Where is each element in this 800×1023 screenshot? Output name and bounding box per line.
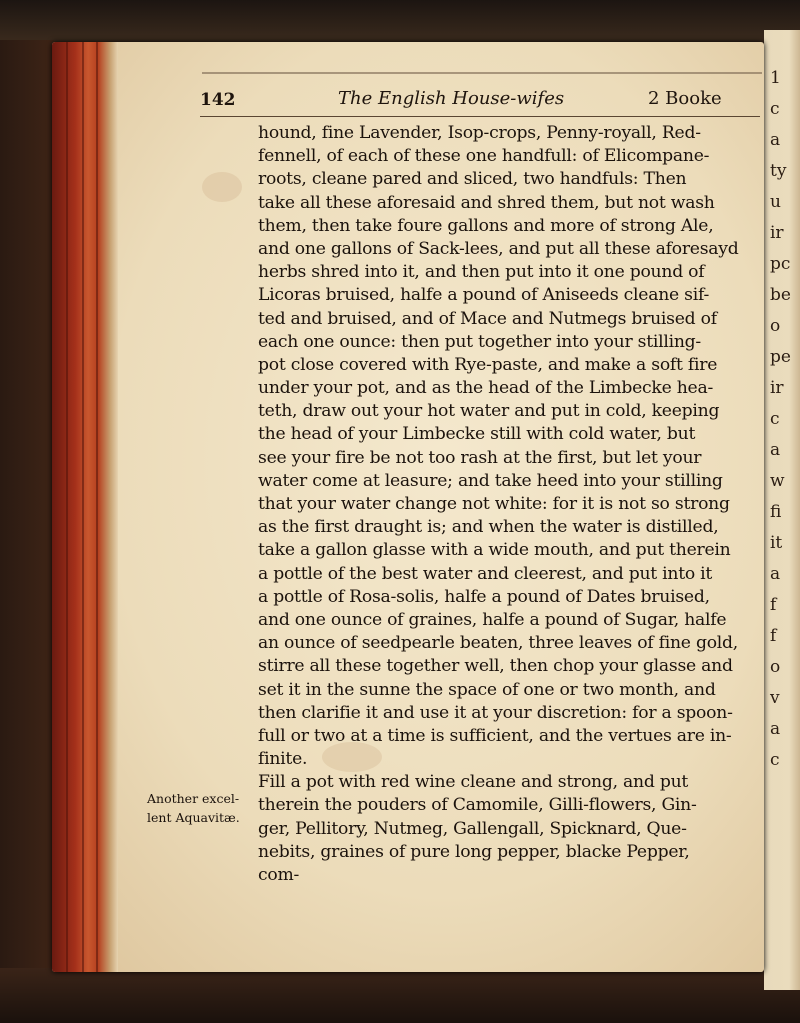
text-line: therein the pouders of Camomile, Gilli-flowers, Gin- — [258, 795, 697, 816]
adjacent-page-glyph: 1 — [770, 68, 781, 88]
adjacent-page-glyph: pe — [770, 347, 791, 367]
text-line: herbs shred into it, and then put into it one pound of — [258, 262, 705, 283]
book-edge-left — [0, 40, 54, 1000]
text-line: that your water change not white: for it is not so strong — [258, 494, 730, 514]
text-line: teth, draw out your hot water and put in cold, keeping — [258, 401, 720, 422]
text-line: set it in the sunne the space of one or two month, and — [258, 679, 716, 700]
text-line: each one ounce: then put together into your stilling- — [258, 331, 701, 352]
red-spine-binding — [52, 42, 118, 972]
adjacent-page-glyph: a — [770, 130, 781, 150]
text-line: Licoras bruised, halfe a pound of Aniseeds cleane sif- — [258, 285, 710, 306]
body-text — [258, 122, 764, 887]
adjacent-page-glyph: ir — [770, 223, 784, 243]
text-line: com- — [258, 865, 300, 885]
header-rule — [200, 116, 760, 117]
text-line: under your pot, and as the head of the Limbecke hea- — [258, 378, 713, 399]
text-line: ger, Pellitory, Nutmeg, Gallengall, Spicknard, Que- — [258, 818, 687, 839]
text-line: an ounce of seedpearle beaten, three leaves of fine gold, — [258, 633, 739, 654]
page-top-rule — [202, 72, 762, 74]
paper-stain — [202, 172, 242, 202]
text-line: ted and bruised, and of Mace and Nutmegs bruised of — [258, 308, 717, 329]
margin-note-line: lent Aquavitæ. — [147, 810, 240, 825]
text-line: then clarifie it and use it at your discretion: for a spoon- — [258, 702, 733, 723]
adjacent-page-glyph: be — [770, 285, 791, 305]
book-page — [52, 42, 764, 972]
text-line: nebits, graines of pure long pepper, blacke Pepper, — [258, 841, 690, 862]
text-line: full or two at a time is sufficient, and the vertues are in- — [258, 725, 732, 746]
text-line: finite. — [258, 749, 308, 770]
margin-note — [147, 789, 257, 827]
text-line: the head of your Limbecke still with cold water, but — [258, 424, 696, 445]
spine-crease — [82, 42, 84, 972]
text-line: hound, fine Lavender, Isop-crops, Penny-royall, Red- — [258, 123, 701, 143]
adjacent-page-glyph: a — [770, 719, 781, 739]
text-line: as the first draught is; and when the water is distilled, — [258, 517, 719, 538]
adjacent-page-glyph: a — [770, 564, 781, 584]
adjacent-page-glyph: a — [770, 440, 781, 460]
running-title: The English House-wifes — [338, 88, 565, 109]
adjacent-page-glyph: u — [770, 192, 781, 212]
text-line: and one gallons of Sack-lees, and put all these aforesayd — [258, 238, 739, 259]
adjacent-page-glyph: it — [770, 533, 783, 553]
adjacent-page-glyph: ty — [770, 161, 787, 181]
scan-background-bottom — [0, 968, 800, 1023]
adjacent-page-glyph: o — [770, 316, 781, 336]
adjacent-page-glyph: c — [770, 409, 780, 429]
adjacent-page-glyph: o — [770, 657, 781, 677]
adjacent-page-glyph: c — [770, 99, 780, 119]
adjacent-page-glyph: fi — [770, 502, 782, 522]
page-number: 142 — [200, 90, 236, 110]
text-line: take all these aforesaid and shred them, but not wash — [258, 192, 715, 213]
adjacent-page-glyph: f — [770, 595, 777, 615]
adjacent-page-glyph: ir — [770, 378, 784, 398]
text-line: roots, cleane pared and sliced, two handfuls: Then — [258, 169, 687, 190]
adjacent-page-glyph: c — [770, 750, 780, 770]
text-line: pot close covered with Rye-paste, and make a soft fire — [258, 354, 718, 375]
margin-note-line: Another excel- — [147, 791, 240, 806]
text-line: a pottle of Rosa-solis, halfe a pound of Dates bruised, — [258, 586, 710, 607]
text-line: Fill a pot with red wine cleane and strong, and put — [258, 772, 689, 793]
adjacent-page-glyph: f — [770, 626, 777, 646]
spine-crease — [66, 42, 68, 972]
text-line: a pottle of the best water and cleerest, and put into it — [258, 563, 713, 584]
adjacent-page-glyph: pc — [770, 254, 791, 274]
text-line: take a gallon glasse with a wide mouth, and put therein — [258, 540, 731, 561]
spine-crease — [96, 42, 98, 972]
text-line: and one ounce of graines, halfe a pound of Sugar, halfe — [258, 609, 727, 630]
adjacent-page-glyph: w — [770, 471, 785, 491]
adjacent-page-glyph: v — [770, 688, 780, 708]
text-line: fennell, of each of these one handfull: of Elicompane- — [258, 146, 710, 167]
text-line: stirre all these together well, then chop your glasse and — [258, 656, 733, 677]
adjacent-page-edge — [764, 30, 800, 990]
text-line: water come at leasure; and take heed into your stilling — [258, 470, 723, 491]
text-line: see your fire be not too rash at the first, but let your — [258, 447, 702, 468]
book-section: 2 Booke — [648, 88, 722, 109]
text-line: them, then take foure gallons and more of strong Ale, — [258, 215, 714, 236]
